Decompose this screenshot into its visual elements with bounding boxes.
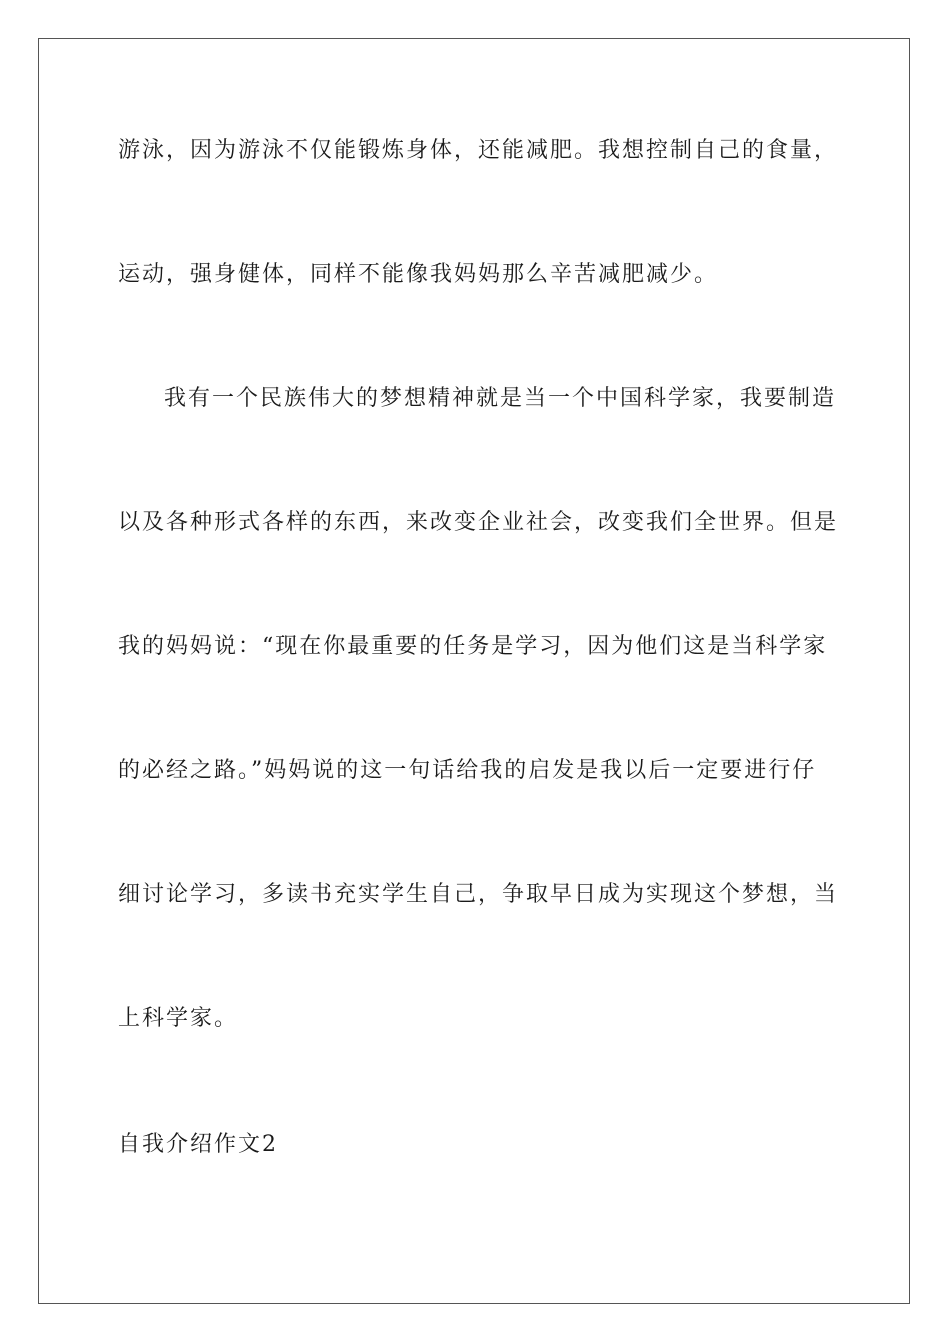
text-line-4: 以及各种形式各样的东西，来改变企业社会，改变我们全世界。但是 [118,510,839,535]
text-line-7: 细讨论学习，多读书充实学生自己，争取早日成为实现这个梦想，当 [118,882,839,907]
section-heading: 自我介绍作文2 [118,1132,278,1157]
text-line-2: 运动，强身健体，同样不能像我妈妈那么辛苦减肥减少。 [118,262,719,287]
page-border [38,38,910,1304]
text-line-6: 的必经之路。”妈妈说的这一句话给我的启发是我以后一定要进行仔 [118,758,817,783]
text-line-1: 游泳，因为游泳不仅能锻炼身体，还能减肥。我想控制自己的食量， [118,138,839,163]
text-line-3: 我有一个民族伟大的梦想精神就是当一个中国科学家，我要制造 [164,386,837,411]
text-line-8: 上科学家。 [118,1006,239,1031]
text-line-5: 我的妈妈说：“现在你最重要的任务是学习，因为他们这是当科学家 [118,634,828,659]
